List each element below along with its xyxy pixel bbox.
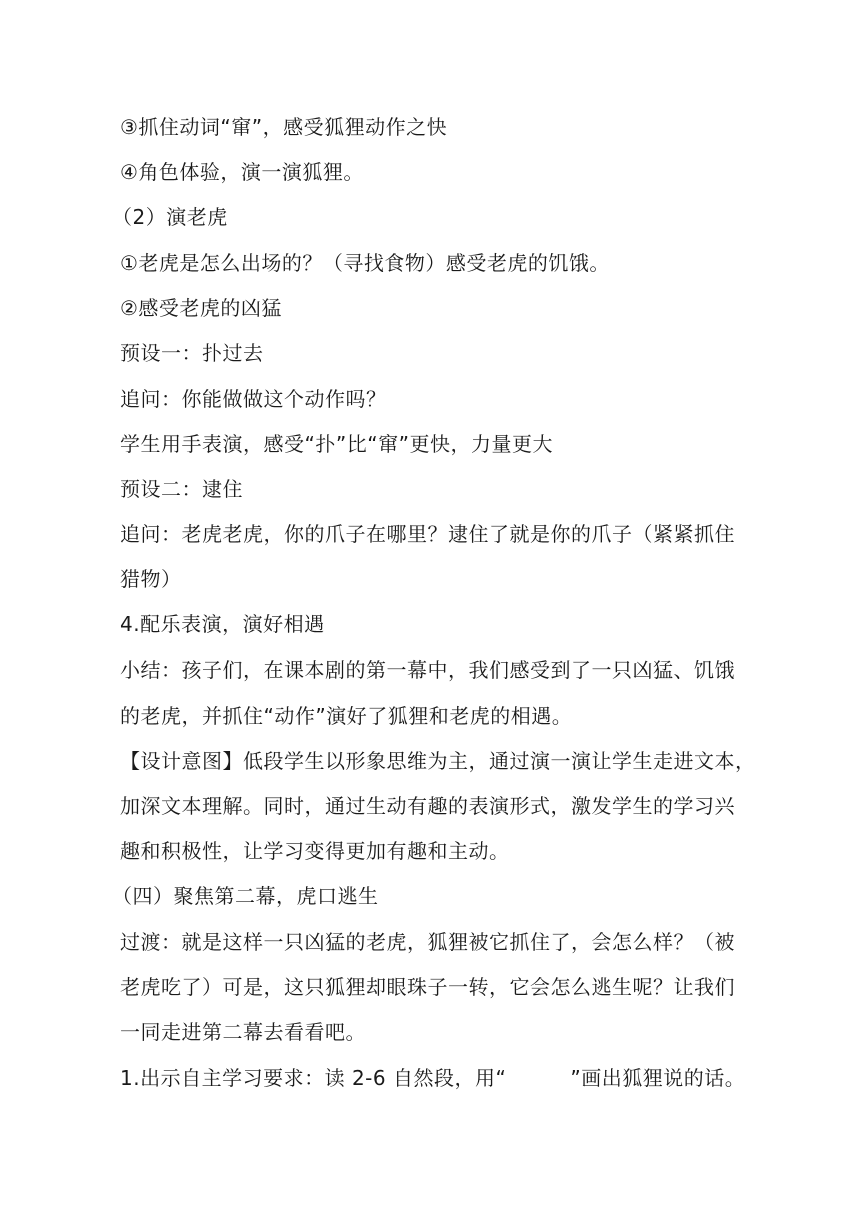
design-intent: 【设计意图】低段学生以形象思维为主，通过演一演让学生走进文本，	[120, 749, 756, 773]
text-line: 的老虎，并抓住“动作”演好了狐狸和老虎的相遇。	[120, 704, 573, 728]
text-line: 追问：你能做做这个动作吗？	[120, 387, 387, 411]
text-line: 过渡：就是这样一只凶猛的老虎，狐狸被它抓住了，会怎么样？（被	[120, 930, 735, 954]
study-requirement	[120, 1066, 745, 1090]
text-line: ①老虎是怎么出场的？（寻找食物）感受老虎的饥饿。	[120, 251, 610, 275]
text-line: 小结：孩子们，在课本剧的第一幕中，我们感受到了一只凶猛、饥饿	[120, 658, 735, 682]
text-line: 一同走进第二幕去看看吧。	[120, 1020, 366, 1044]
text-line: 加深文本理解。同时，通过生动有趣的表演形式，激发学生的学习兴	[120, 794, 735, 818]
text-line: 老虎吃了）可是，这只狐狸却眼珠子一转，它会怎么逃生呢？让我们	[120, 975, 735, 999]
text-line: 猎物）	[120, 567, 182, 591]
step-heading: 4.配乐表演，演好相遇	[120, 612, 325, 636]
section-heading: （四）聚焦第二幕，虎口逃生	[112, 884, 379, 908]
text-line: 学生用手表演，感受“扑”比“窜”更快，力量更大	[120, 432, 553, 456]
text-line: 预设一：扑过去	[120, 341, 264, 365]
text-line: ②感受老虎的凶猛	[120, 296, 282, 320]
text-line: 预设二：逮住	[120, 477, 243, 501]
text-line: 趣和积极性，让学习变得更加有趣和主动。	[120, 839, 510, 863]
section-heading: （2）演老虎	[112, 205, 228, 229]
study-requirement-end: ”画出狐狸说的话。	[570, 1066, 746, 1090]
text-line: ④角色体验，演一演狐狸。	[120, 160, 364, 184]
text-line: 追问：老虎老虎，你的爪子在哪里？逮住了就是你的爪子（紧紧抓住	[120, 522, 735, 546]
text-line: ③抓住动词“窜”，感受狐狸动作之快	[120, 115, 448, 139]
study-requirement-start: 1.出示自主学习要求：读 2-6 自然段，用“	[120, 1066, 507, 1090]
